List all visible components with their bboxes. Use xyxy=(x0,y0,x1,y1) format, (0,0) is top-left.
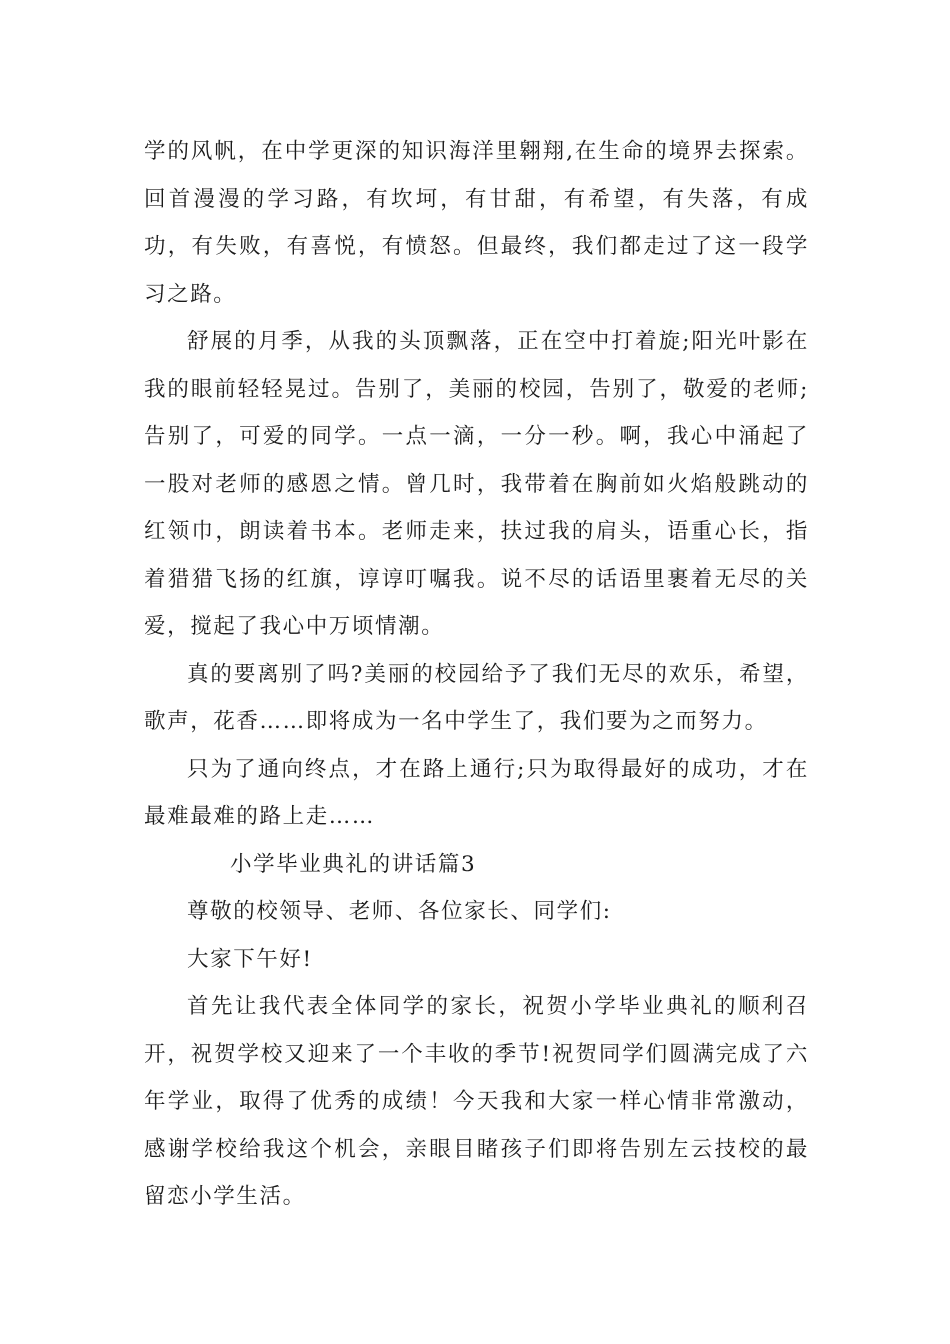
document-body xyxy=(144,128,809,1221)
salutation: 尊敬的校领导、老师、各位家长、同学们: xyxy=(187,899,612,924)
section-heading: 小学毕业典礼的讲话篇3 xyxy=(230,851,477,877)
paragraph-road: 只为了通向终点，才在路上通行;只为取得最好的成功，才在最难最难的路上走…… xyxy=(144,756,809,829)
paragraph-farewell: 真的要离别了吗?美丽的校园给予了我们无尽的欢乐，希望，歌声，花香……即将成为一名中学生了，我们要为之而努力。 xyxy=(144,661,809,734)
paragraph-speech-opening: 首先让我代表全体同学的家长，祝贺小学毕业典礼的顺利召开，祝贺学校又迎来了一个丰收的季节!祝贺同学们圆满完成了六年学业，取得了优秀的成绩！今天我和大家一样心情非常激动，感谢学校给我这个机会，亲眼目睹孩子们即将告别左云技校的最留恋小学生活。 xyxy=(144,994,809,1209)
paragraph-moon-rose: 舒展的月季，从我的头顶飘落，正在空中打着旋;阳光叶影在我的眼前轻轻晃过。告别了，美丽的校园，告别了，敬爱的老师;告别了，可爱的同学。一点一滴，一分一秒。啊，我心中涌起了一股对老师的感恩之情。曾几时，我带着在胸前如火焰般跳动的红领巾，朗读着书本。老师走来，扶过我的肩头，语重心长，指着猎猎飞扬的红旗，谆谆叮嘱我。说不尽的话语里裹着无尽的关爱，搅起了我心中万顷情潮。 xyxy=(144,329,809,639)
greeting: 大家下午好! xyxy=(187,946,313,972)
paragraph-continuation: 学的风帆，在中学更深的知识海洋里翱翔,在生命的境界去探索。回首漫漫的学习路，有坎坷，有甘甜，有希望，有失落，有成功，有失败，有喜悦，有愤怒。但最终，我们都走过了这一段学习之路。 xyxy=(144,139,809,307)
